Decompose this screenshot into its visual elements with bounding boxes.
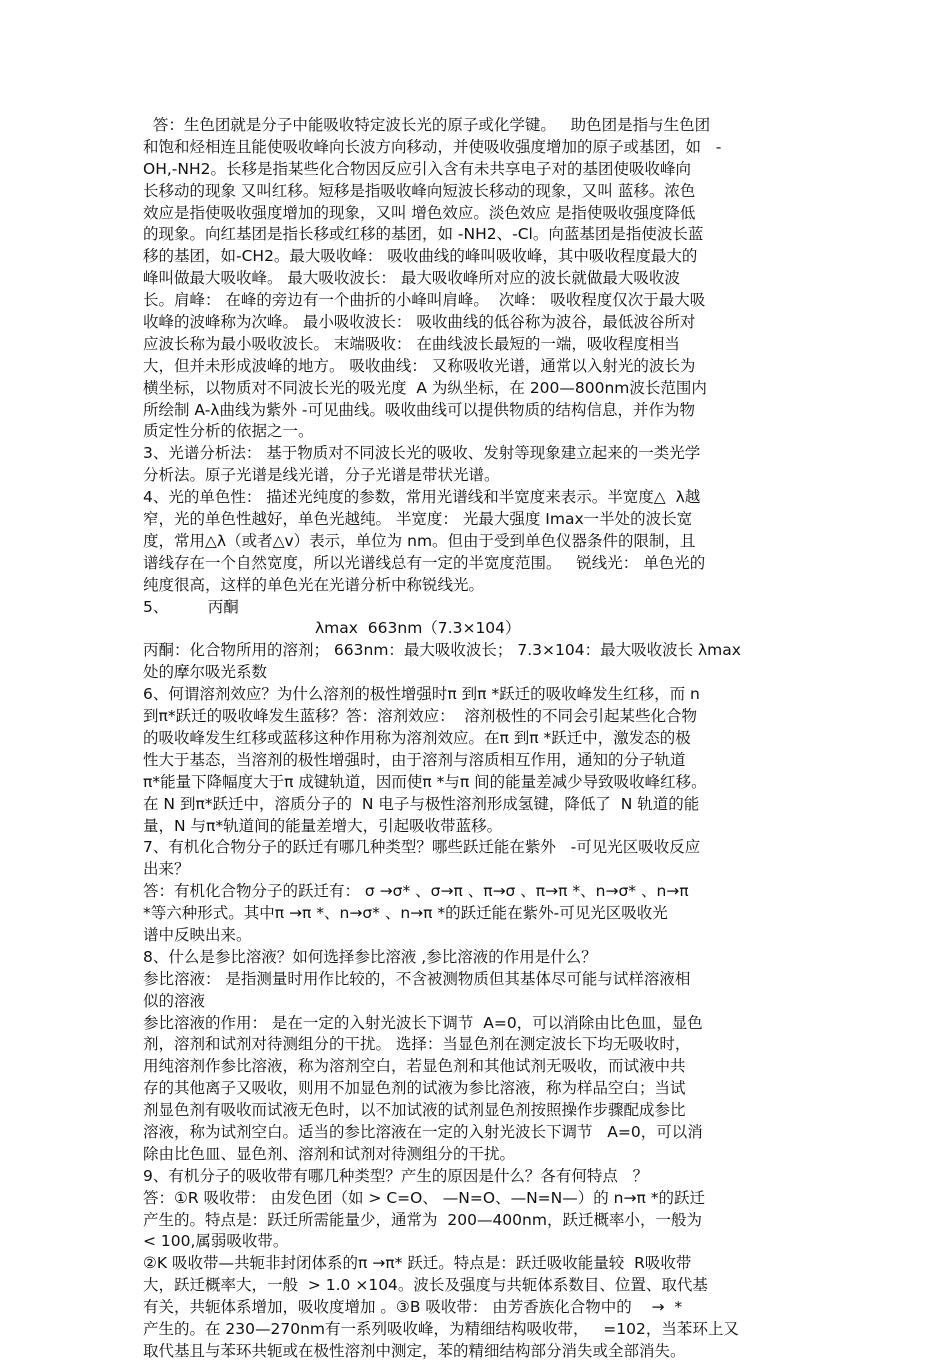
text-line: 取代基且与苯环共轭或在极性溶剂中测定，苯的精细结构部分消失或全部消失。 xyxy=(143,1341,686,1360)
text-line: 处的摩尔吸光系数 xyxy=(143,663,268,682)
document-body xyxy=(143,115,808,1363)
text-line: 性大于基态，当溶剂的极性增强时，由于溶剂与溶质相互作用，通知的分子轨道 xyxy=(143,750,686,769)
text-line: 答：生色团就是分子中能吸收特定波长光的原子或化学键。 助色团是指与生色团 xyxy=(143,116,711,134)
text-line: 横坐标，以物质对不同波长光的吸光度 A 为纵坐标，在 200—800nm波长范围内 xyxy=(143,378,707,397)
text-line: 谱线存在一个自然宽度，所以光谱线总有一定的半宽度范围。 锐线光： 单色光的 xyxy=(143,553,706,572)
text-line: 所绘制 A-λ曲线为紫外 -可见曲线。吸收曲线可以提供物质的结构信息，并作为物 xyxy=(143,400,695,419)
text-line: 溶液，称为试剂空白。适当的参比溶液在一定的入射光波长下调节 A=0，可以消 xyxy=(143,1122,703,1141)
text-line: 4、光的单色性： 描述光纯度的参数，常用光谱线和半宽度来表示。半宽度△ λ越 xyxy=(143,488,701,507)
text-line: 量，N 与π*轨道间的能量差增大，引起吸收带蓝移。 xyxy=(143,816,503,835)
text-line: 产生的。在 230—270nm有一系列吸收峰，为精细结构吸收带， =102，当苯环上又 xyxy=(143,1319,739,1338)
text-line: 用纯溶剂作参比溶液，称为溶剂空白，若显色剂和其他试剂无吸收，而试液中共 xyxy=(143,1057,686,1076)
text-line: 移的基团，如-CH2。最大吸收峰： 吸收曲线的峰叫吸收峰，其中吸收程度最大的 xyxy=(143,247,698,266)
text-line: 收峰的波峰称为次峰。 最小吸收波长： 吸收曲线的低谷称为波谷，最低波谷所对 xyxy=(143,313,696,332)
text-line: 6、何谓溶剂效应？为什么溶剂的极性增强时π 到π *跃迁的吸收峰发生红移，而 n xyxy=(143,685,700,704)
text-line: 的吸收峰发生红移或蓝移这种作用称为溶剂效应。在π 到π *跃迁中，激发态的极 xyxy=(143,728,691,747)
text-line: < 100,属弱吸收带。 xyxy=(143,1232,289,1251)
text-line: 质定性分析的依据之一。 xyxy=(143,422,314,441)
text-line: 产生的。特点是：跃迁所需能量少，通常为 200—400nm，跃迁概率小，一般为 xyxy=(143,1210,702,1229)
text-line: λmax 663nm（7.3×104） xyxy=(315,619,521,638)
text-line: 应波长称为最小吸收波长。 末端吸收： 在曲线波长最短的一端，吸收程度相当 xyxy=(143,334,680,353)
text-line: 有关，共轭体系增加，吸收度增加 。③B 吸收带： 由芳香族化合物中的 → * xyxy=(143,1298,683,1317)
text-line: 9、有机分子的吸收带有哪几种类型？产生的原因是什么？各有何特点 ？ xyxy=(143,1166,649,1185)
text-line: 参比溶液的作用： 是在一定的入射光波长下调节 A=0，可以消除由比色皿，显色 xyxy=(143,1013,703,1032)
text-line: 7、有机化合物分子的跃迁有哪几种类型？哪些跃迁能在紫外 -可见光区吸收反应 xyxy=(143,838,701,857)
text-line: 大，跃迁概率大，一般 > 1.0 ×104。波长及强度与共轭体系数目、位置、取代基 xyxy=(143,1276,708,1295)
text-line: 除由比色皿、显色剂、溶剂和试剂对待测组分的干扰。 xyxy=(143,1144,516,1163)
text-line: 8、什么是参比溶液？如何选择参比溶液 ,参比溶液的作用是什么？ xyxy=(143,947,597,966)
text-line: OH,-NH2。长移是指某些化合物因反应引入含有未共享电子对的基团使吸收峰向 xyxy=(143,159,691,178)
text-line: π*能量下降幅度大于π 成键轨道，因而使π *与π 间的能量差减少导致吸收峰红移。 xyxy=(143,772,707,791)
text-line: 答：有机化合物分子的跃迁有： σ →σ* 、σ→π 、π→σ 、π→π *、n→σ* 、n→π xyxy=(143,882,689,901)
text-line: 纯度很高，这样的单色光在光谱分析中称锐线光。 xyxy=(143,575,485,594)
text-line: 分析法。原子光谱是线光谱，分子光谱是带状光谱。 xyxy=(143,466,500,485)
text-line: 似的溶液 xyxy=(143,991,206,1010)
text-line: ②K 吸收带—共轭非封闭体系的π →π* 跃迁。特点是：跃迁吸收能量较 R吸收带 xyxy=(143,1254,692,1273)
text-line: 剂，溶剂和试剂对待测组分的干扰。 选择：当显色剂在测定波长下均无吸收时， xyxy=(143,1035,691,1054)
text-line: 度，常用△λ（或者△v）表示，单位为 nm。但由于受到单色仪器条件的限制，且 xyxy=(143,531,696,550)
text-line: 在 N 到π*跃迁中，溶质分子的 N 电子与极性溶剂形成氢键，降低了 N 轨道的能 xyxy=(143,794,700,813)
text-line: 窄，光的单色性越好，单色光越纯。 半宽度： 光最大强度 Imax一半处的波长宽 xyxy=(143,510,693,529)
text-line: 剂显色剂有吸收而试液无色时，以不加试液的试剂显色剂按照操作步骤配成参比 xyxy=(143,1101,686,1120)
text-line: 存的其他离子又吸收，则用不加显色剂的试液为参比溶液，称为样品空白；当试 xyxy=(143,1079,686,1098)
text-line: 答：①R 吸收带： 由发色团（如 > C=O、 —N=O、—N=N—）的 n→π *的跃迁 xyxy=(143,1188,706,1207)
text-line: 丙酮：化合物所用的溶剂； 663nm：最大吸收波长； 7.3×104：最大吸收波长 λmax xyxy=(143,641,741,660)
text-line: 5、 丙酮 xyxy=(143,597,239,616)
text-line: 效应是指使吸收强度增加的现象，又叫 增色效应。淡色效应 是指使吸收强度降低 xyxy=(143,203,696,222)
text-line: 峰叫做最大吸收峰。 最大吸收波长： 最大吸收峰所对应的波长就做最大吸收波 xyxy=(143,269,680,288)
text-line: 参比溶液： 是指测量时用作比较的，不含被测物质但其基体尽可能与试样溶液相 xyxy=(143,969,691,988)
text-line: 长移动的现象 又叫红移。短移是指吸收峰向短波长移动的现象，又叫 蓝移。浓色 xyxy=(143,181,696,200)
text-line: 长。肩峰： 在峰的旁边有一个曲折的小峰叫肩峰。 次峰： 吸收程度仅次于最大吸 xyxy=(143,291,706,310)
text-line: 谱中反映出来。 xyxy=(143,925,252,944)
text-line: 3、光谱分析法： 基于物质对不同波长光的吸收、发射等现象建立起来的一类光学 xyxy=(143,444,701,463)
text-line: 和饱和烃相连且能使吸收峰向长波方向移动，并使吸收强度增加的原子或基团，如 - xyxy=(143,137,722,156)
text-line: 到π*跃迁的吸收峰发生蓝移？答：溶剂效应： 溶剂极性的不同会引起某些化合物 xyxy=(143,707,697,726)
text-line: 出来？ xyxy=(143,860,190,879)
text-line: *等六种形式。其中π →π *、n→σ* 、n→π *的跃迁能在紫外-可见光区吸收光 xyxy=(143,904,668,923)
text-line: 大，但并未形成波峰的地方。 吸收曲线： 又称吸收光谱，通常以入射光的波长为 xyxy=(143,356,696,375)
text-line: 的现象。向红基团是指长移或红移的基团，如 -NH2、-Cl。向蓝基团是指使波长蓝 xyxy=(143,225,704,244)
